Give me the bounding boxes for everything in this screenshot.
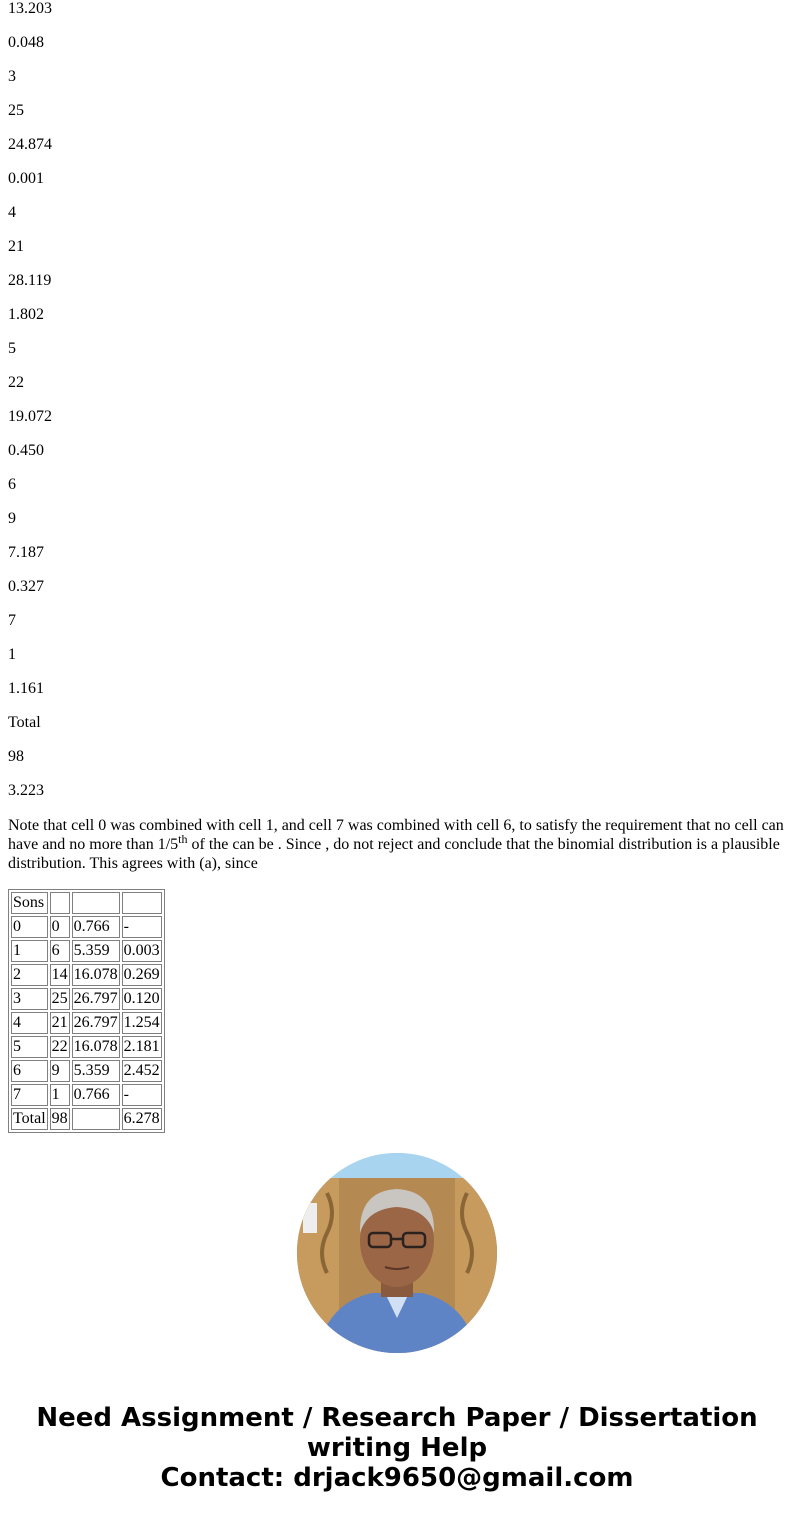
table-cell: -	[122, 1084, 162, 1106]
author-avatar	[297, 1153, 497, 1353]
table-header-cell	[50, 892, 70, 914]
value-line: 9	[8, 510, 16, 527]
value-line: 7.187	[8, 544, 44, 561]
table-cell: 1.254	[122, 1012, 162, 1034]
table-row	[11, 1084, 162, 1106]
table-cell: 0.766	[72, 1084, 120, 1106]
note-superscript: th	[178, 832, 188, 846]
value-line: 6	[8, 476, 16, 493]
table-cell	[72, 1108, 120, 1130]
note-paragraph	[8, 816, 786, 873]
value-line: 0.327	[8, 578, 44, 595]
table-cell: 26.797	[72, 988, 120, 1010]
table-cell: -	[122, 916, 162, 938]
value-line: 0.048	[8, 34, 44, 51]
table-cell: 0.269	[122, 964, 162, 986]
sons-table	[8, 889, 165, 1133]
table-cell: 2.452	[122, 1060, 162, 1082]
table-cell: 7	[11, 1084, 48, 1106]
table-header-row	[11, 892, 162, 914]
value-line: 25	[8, 102, 24, 119]
table-cell: 0.003	[122, 940, 162, 962]
value-line: 22	[8, 374, 24, 391]
table-cell: 0	[50, 916, 70, 938]
table-cell: 9	[50, 1060, 70, 1082]
value-line: 24.874	[8, 136, 52, 153]
table-cell: 21	[50, 1012, 70, 1034]
table-row	[11, 916, 162, 938]
table-header-cell	[122, 892, 162, 914]
table-cell: Total	[11, 1108, 48, 1130]
document-content	[8, 0, 786, 1133]
table-cell: 1	[50, 1084, 70, 1106]
table-cell: 6	[50, 940, 70, 962]
value-line: 7	[8, 612, 16, 629]
table-cell: 1	[11, 940, 48, 962]
value-line: 21	[8, 238, 24, 255]
table-cell: 6.278	[122, 1108, 162, 1130]
table-cell: 3	[11, 988, 48, 1010]
table-cell: 16.078	[72, 964, 120, 986]
table-cell: 6	[11, 1060, 48, 1082]
value-list	[8, 0, 786, 800]
table-cell: 2.181	[122, 1036, 162, 1058]
table-cell: 5.359	[72, 1060, 120, 1082]
table-row	[11, 940, 162, 962]
author-portrait-image	[297, 1153, 497, 1353]
footer-line: Need Assignment / Research Paper / Dissertation	[36, 1403, 758, 1433]
value-line: 28.119	[8, 272, 52, 289]
footer-line: writing Help	[306, 1433, 488, 1463]
table-cell: 2	[11, 964, 48, 986]
table-row	[11, 988, 162, 1010]
value-line: 13.203	[8, 0, 52, 17]
value-line: 1	[8, 646, 16, 663]
value-line: 1.802	[8, 306, 44, 323]
table-row	[11, 1012, 162, 1034]
table-cell: 5	[11, 1036, 48, 1058]
table-cell: 4	[11, 1012, 48, 1034]
table-cell: 0	[11, 916, 48, 938]
table-cell: 25	[50, 988, 70, 1010]
value-line: 0.001	[8, 170, 44, 187]
note-text-part2: of the can be . Since , do not reject and conclude that the binomial distribution is a plausible distribution. This agrees with (a), since	[8, 836, 780, 872]
table-cell: 5.359	[72, 940, 120, 962]
table-header-cell	[72, 892, 120, 914]
table-cell: 14	[50, 964, 70, 986]
footer-promo	[0, 1403, 794, 1493]
table-cell: 98	[50, 1108, 70, 1130]
table-row	[11, 964, 162, 986]
value-line: 0.450	[8, 442, 44, 459]
value-line: 5	[8, 340, 16, 357]
table-cell: 0.120	[122, 988, 162, 1010]
footer-contact: Contact: drjack9650@gmail.com	[160, 1463, 634, 1493]
value-line: 3.223	[8, 782, 44, 799]
table-row	[11, 1036, 162, 1058]
table-cell: 26.797	[72, 1012, 120, 1034]
note-text-part1: Note that cell 0 was combined with cell 1, and cell 7 was combined with cell 6, to satisfy the requirement that no cell can have and no more than 1/5	[8, 817, 784, 853]
value-line: 1.161	[8, 680, 44, 697]
value-line: 19.072	[8, 408, 52, 425]
table-header-cell: Sons	[11, 892, 48, 914]
table-cell: 22	[50, 1036, 70, 1058]
value-line: 3	[8, 68, 16, 85]
table-row	[11, 1108, 162, 1130]
value-line: 98	[8, 748, 24, 765]
value-line: Total	[8, 714, 41, 731]
table-cell: 16.078	[72, 1036, 120, 1058]
table-cell: 0.766	[72, 916, 120, 938]
table-row	[11, 1060, 162, 1082]
value-line: 4	[8, 204, 16, 221]
